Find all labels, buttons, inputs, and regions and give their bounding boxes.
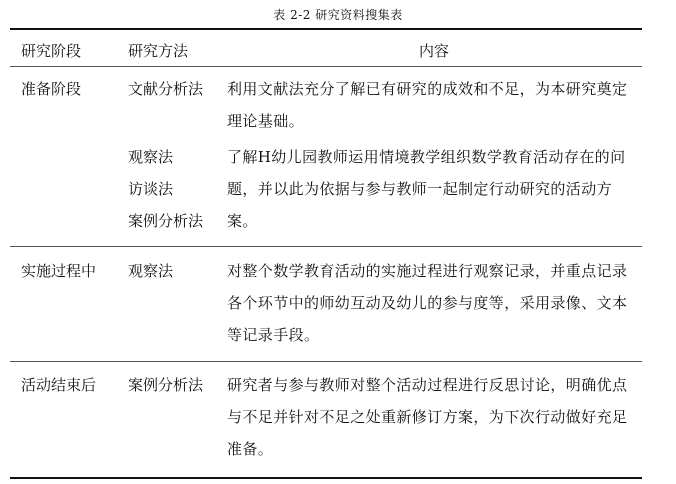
- row-stage: 实施过程中: [21, 262, 97, 280]
- row-method-list: [128, 141, 203, 237]
- row-divider: [10, 246, 642, 247]
- row-stage: 准备阶段: [21, 80, 82, 98]
- table-top-rule: [10, 28, 642, 30]
- header-content: 内容: [418, 42, 449, 60]
- row-method: 观察法: [128, 148, 174, 166]
- row-content: 了解H幼儿园教师运用情境教学组织数学教育活动存在的问题，并以此为依据与参与教师一起制定行动研究的活动方案。: [227, 148, 626, 230]
- row-method: 案例分析法: [128, 212, 204, 230]
- row-method: 观察法: [128, 262, 174, 280]
- header-method: 研究方法: [128, 42, 189, 60]
- header-bottom-rule: [10, 66, 642, 67]
- table-bottom-rule: [10, 477, 642, 479]
- row-content: 对整个数学教育活动的实施过程进行观察记录，并重点记录各个环节中的师幼互动及幼儿的参与度等，采用录像、文本等记录手段。: [227, 262, 628, 344]
- row-method: 文献分析法: [128, 80, 204, 98]
- row-content: 研究者与参与教师对整个活动过程进行反思讨论，明确优点与不足并针对不足之处重新修订方案，为下次行动做好充足准备。: [227, 376, 628, 458]
- table-caption: 表 2-2 研究资料搜集表: [273, 8, 403, 22]
- row-method: 访谈法: [128, 180, 174, 198]
- row-content: 利用文献法充分了解已有研究的成效和不足，为本研究奠定理论基础。: [227, 80, 628, 130]
- row-divider: [10, 361, 642, 362]
- row-method: 案例分析法: [128, 376, 204, 394]
- row-stage: 活动结束后: [21, 376, 97, 394]
- header-stage: 研究阶段: [21, 42, 82, 60]
